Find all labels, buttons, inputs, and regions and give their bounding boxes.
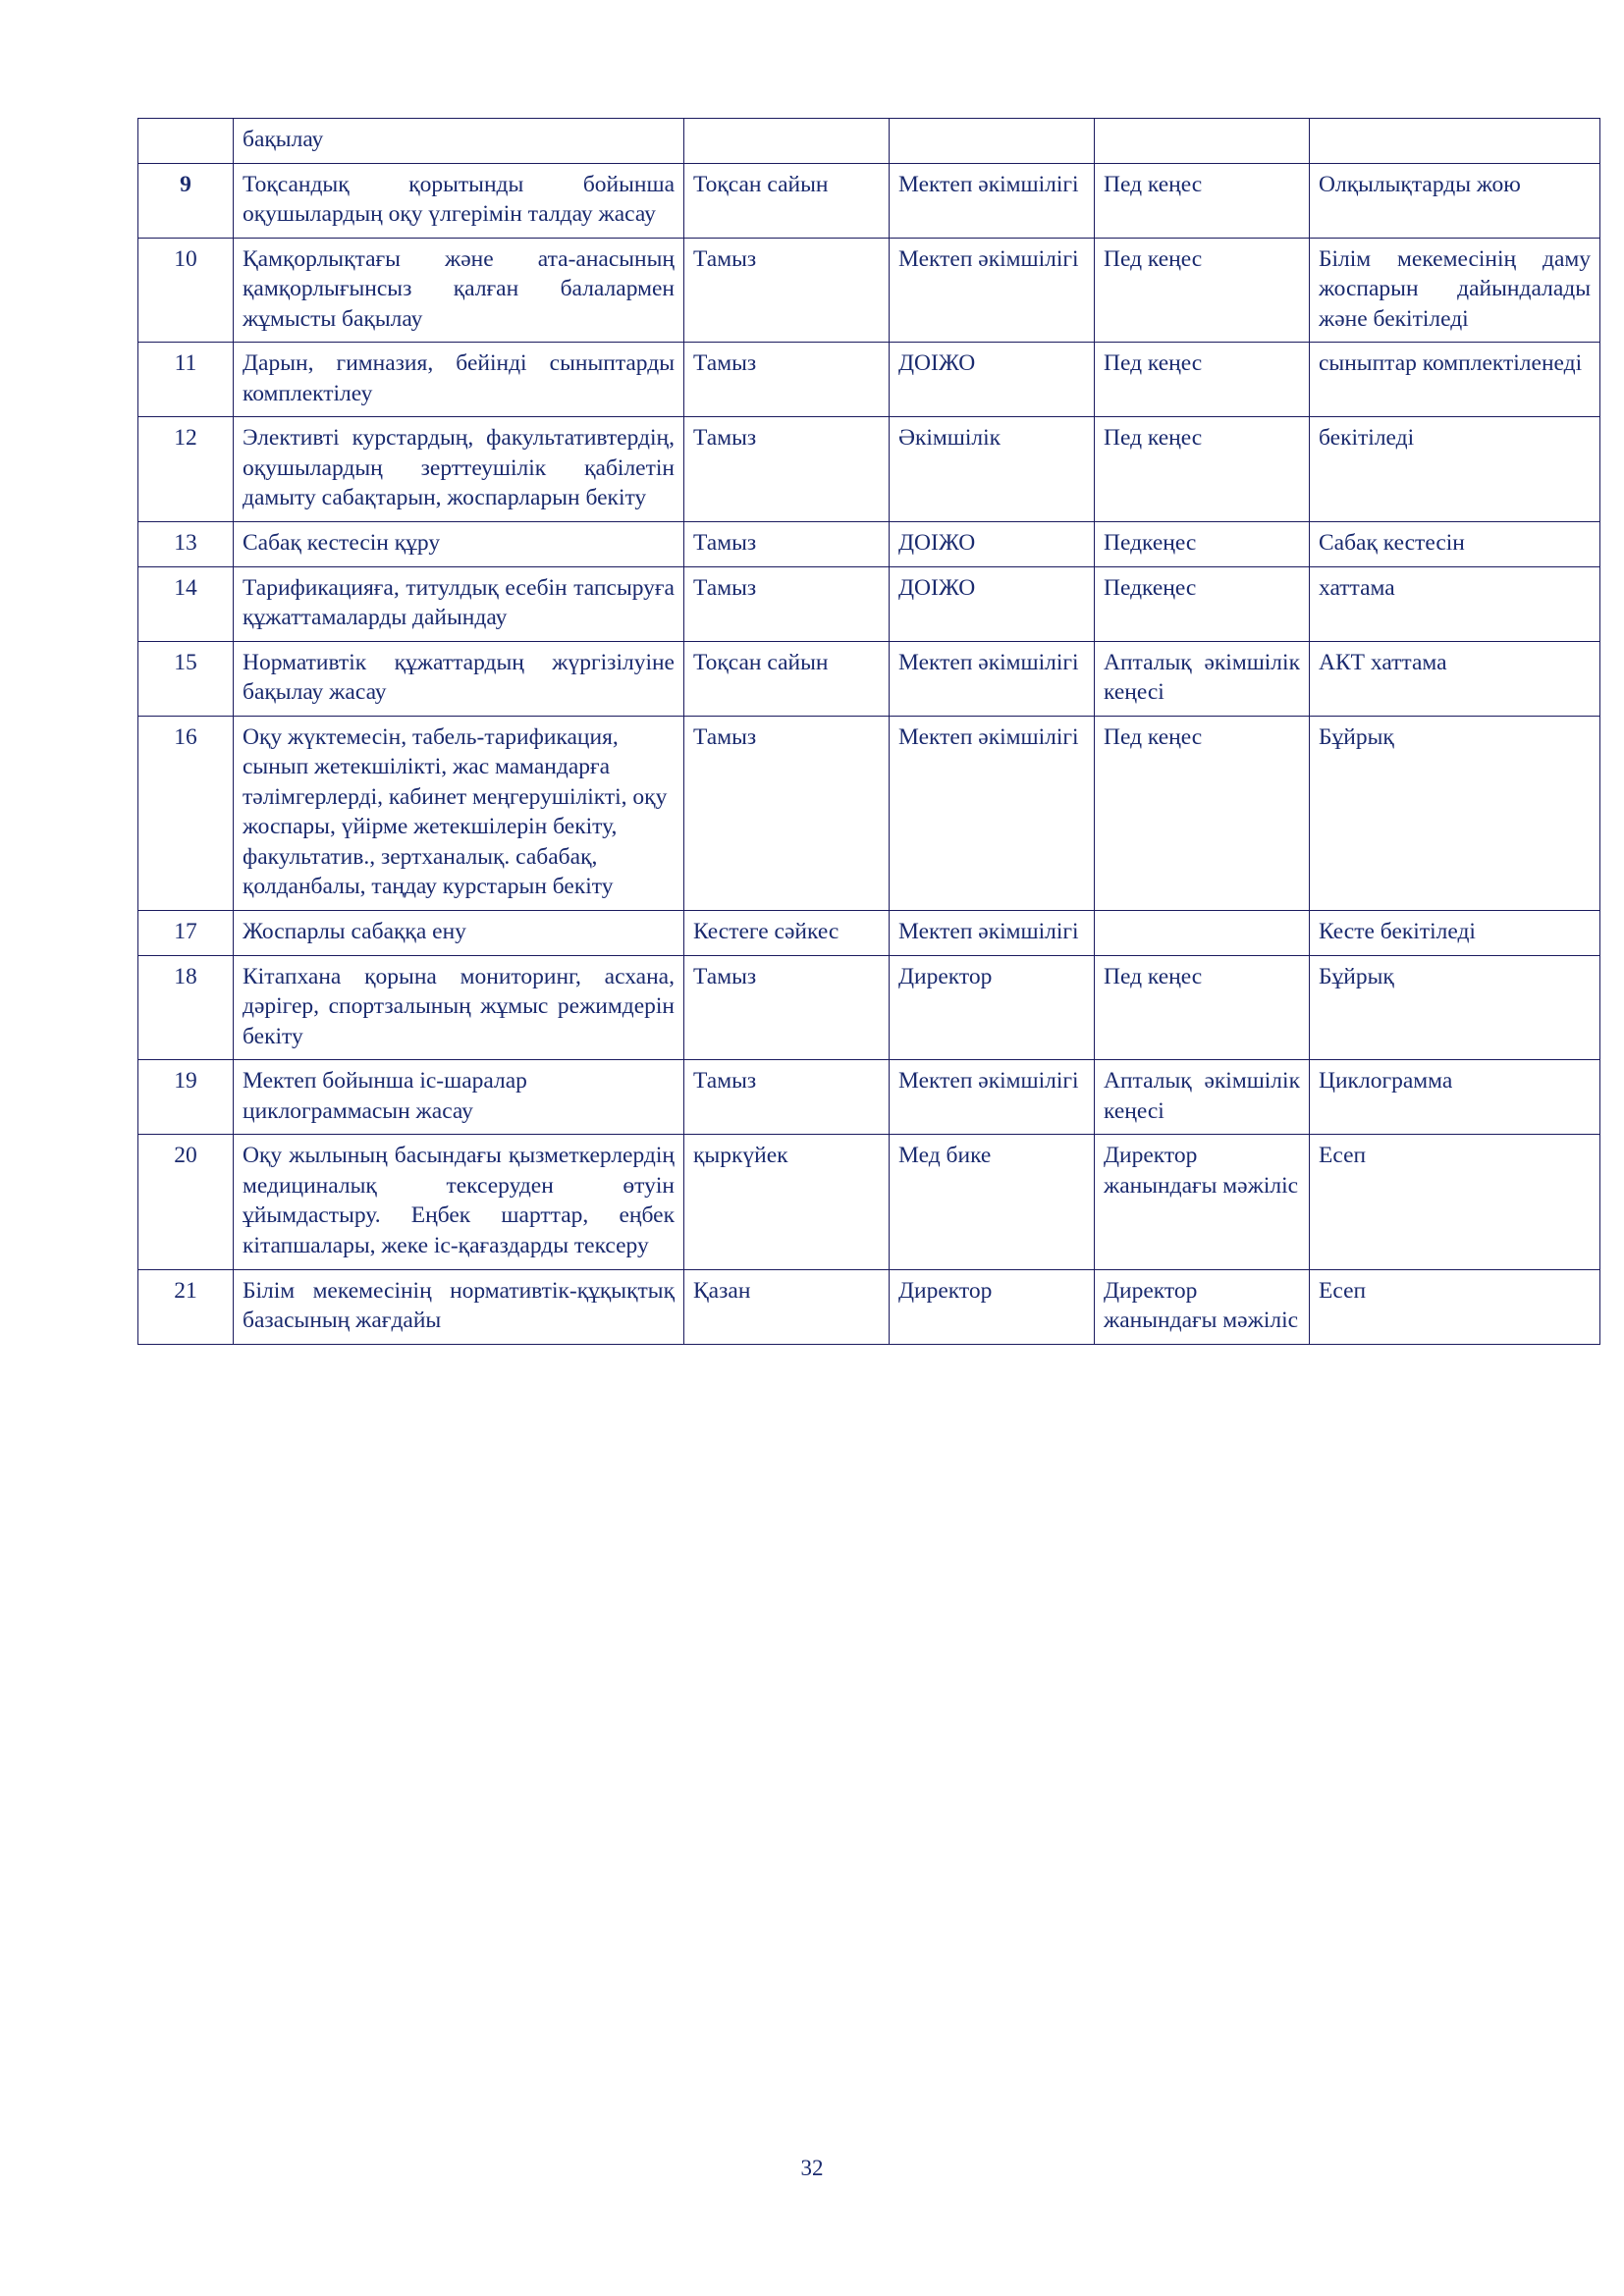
output-cell: Циклограмма	[1310, 1060, 1600, 1135]
output-cell: Кесте бекітіледі	[1310, 911, 1600, 956]
time-cell: Тамыз	[684, 955, 890, 1060]
venue-cell	[1095, 911, 1310, 956]
row-number-cell: 12	[138, 417, 234, 522]
table-container	[137, 118, 1591, 1345]
task-cell: бақылау	[234, 119, 684, 164]
task-cell: Тарификацияға, титулдық есебін тапсыруға құжаттамаларды дайындау	[234, 566, 684, 641]
output-cell: Бұйрық	[1310, 716, 1600, 910]
task-cell: Жоспарлы сабаққа ену	[234, 911, 684, 956]
venue-cell: Апталық әкімшілік кеңесі	[1095, 641, 1310, 716]
venue-cell: Пед кеңес	[1095, 238, 1310, 343]
output-cell: Бұйрық	[1310, 955, 1600, 1060]
responsible-cell: ДОІЖО	[890, 566, 1095, 641]
time-cell: Тамыз	[684, 1060, 890, 1135]
row-number-cell: 13	[138, 522, 234, 567]
task-cell: Кітапхана қорына мониторинг, асхана, дәрігер, спортзалының жұмыс режимдерін бекіту	[234, 955, 684, 1060]
responsible-cell: Әкімшілік	[890, 417, 1095, 522]
time-cell: Тамыз	[684, 522, 890, 567]
output-cell: Білім мекемесінің даму жоспарын дайындалады және бекітіледі	[1310, 238, 1600, 343]
time-cell: Тамыз	[684, 238, 890, 343]
task-cell: Элективті курстардың, факультативтердің, оқушылардың зерттеушілік қабілетін дамыту сабақтарын, жоспарларын бекіту	[234, 417, 684, 522]
venue-cell: Пед кеңес	[1095, 163, 1310, 238]
table-row	[138, 716, 1600, 910]
venue-cell	[1095, 119, 1310, 164]
task-cell: Тоқсандық қорытынды бойынша оқушылардың оқу үлгерімін талдау жасау	[234, 163, 684, 238]
row-number-cell: 14	[138, 566, 234, 641]
table-row	[138, 641, 1600, 716]
task-cell: Нормативтік құжаттардың жүргізілуіне бақылау жасау	[234, 641, 684, 716]
table-body	[138, 119, 1600, 1345]
task-cell: Мектеп бойынша іс-шаралар циклограммасын жасау	[234, 1060, 684, 1135]
table-row	[138, 417, 1600, 522]
venue-cell: Директор жанындағы мәжіліс	[1095, 1269, 1310, 1344]
output-cell: Есеп	[1310, 1135, 1600, 1269]
task-cell: Білім мекемесінің нормативтік-құқықтық базасының жағдайы	[234, 1269, 684, 1344]
output-cell: АКТ хаттама	[1310, 641, 1600, 716]
output-cell: бекітіледі	[1310, 417, 1600, 522]
output-cell: Сабақ кестесін	[1310, 522, 1600, 567]
responsible-cell: Мектеп әкімшілігі	[890, 641, 1095, 716]
venue-cell: Директор жанындағы мәжіліс	[1095, 1135, 1310, 1269]
time-cell: Тоқсан сайын	[684, 641, 890, 716]
row-number-cell: 18	[138, 955, 234, 1060]
time-cell	[684, 119, 890, 164]
table-row	[138, 566, 1600, 641]
row-number-cell: 19	[138, 1060, 234, 1135]
task-cell: Дарын, гимназия, бейінді сыныптарды комплектілеу	[234, 343, 684, 417]
task-cell: Оқу жылының басындағы қызметкерлердің медициналық тексеруден өтуін ұйымдастыру. Еңбек шарттар, еңбек кітапшалары, жеке іс-қағаздарды тексеру	[234, 1135, 684, 1269]
time-cell: Кестеге сәйкес	[684, 911, 890, 956]
task-cell: Қамқорлықтағы және ата-анасының қамқорлығынсыз қалған балалармен жұмысты бақылау	[234, 238, 684, 343]
time-cell: қыркүйек	[684, 1135, 890, 1269]
row-number-cell: 15	[138, 641, 234, 716]
row-number-cell: 21	[138, 1269, 234, 1344]
time-cell: Тамыз	[684, 716, 890, 910]
table-row	[138, 1060, 1600, 1135]
responsible-cell: Мектеп әкімшілігі	[890, 911, 1095, 956]
output-cell	[1310, 119, 1600, 164]
time-cell: Тамыз	[684, 417, 890, 522]
output-cell: хаттама	[1310, 566, 1600, 641]
work-plan-table	[137, 118, 1600, 1345]
table-row	[138, 238, 1600, 343]
row-number-cell	[138, 119, 234, 164]
row-number-cell: 11	[138, 343, 234, 417]
time-cell: Тамыз	[684, 566, 890, 641]
row-number-cell: 20	[138, 1135, 234, 1269]
table-row	[138, 522, 1600, 567]
venue-cell: Пед кеңес	[1095, 343, 1310, 417]
table-row	[138, 911, 1600, 956]
responsible-cell: Мектеп әкімшілігі	[890, 163, 1095, 238]
table-row	[138, 1269, 1600, 1344]
responsible-cell: Мектеп әкімшілігі	[890, 716, 1095, 910]
table-row	[138, 119, 1600, 164]
table-row	[138, 163, 1600, 238]
time-cell: Қазан	[684, 1269, 890, 1344]
venue-cell: Педкеңес	[1095, 566, 1310, 641]
table-row	[138, 1135, 1600, 1269]
responsible-cell: Мектеп әкімшілігі	[890, 1060, 1095, 1135]
venue-cell: Пед кеңес	[1095, 955, 1310, 1060]
row-number-cell: 17	[138, 911, 234, 956]
row-number-cell: 16	[138, 716, 234, 910]
output-cell: Олқылықтарды жою	[1310, 163, 1600, 238]
responsible-cell: Мектеп әкімшілігі	[890, 238, 1095, 343]
table-row	[138, 343, 1600, 417]
task-cell: Оқу жүктемесін, табель-тарификация, сынып жетекшілікті, жас мамандарға тәлімгерлерді, кабинет меңгерушілікті, оқу жоспары, үйірме жетекшілерін бекіту, факультатив., зертханалық. сабабақ, қолданбалы, таңдау курстарын бекіту	[234, 716, 684, 910]
responsible-cell	[890, 119, 1095, 164]
responsible-cell: Директор	[890, 955, 1095, 1060]
page-number: 32	[800, 2156, 824, 2180]
venue-cell: Пед кеңес	[1095, 716, 1310, 910]
responsible-cell: Директор	[890, 1269, 1095, 1344]
time-cell: Тамыз	[684, 343, 890, 417]
output-cell: сыныптар комплектіленеді	[1310, 343, 1600, 417]
responsible-cell: ДОІЖО	[890, 522, 1095, 567]
responsible-cell: ДОІЖО	[890, 343, 1095, 417]
venue-cell: Пед кеңес	[1095, 417, 1310, 522]
venue-cell: Педкеңес	[1095, 522, 1310, 567]
table-row	[138, 955, 1600, 1060]
venue-cell: Апталық әкімшілік кеңесі	[1095, 1060, 1310, 1135]
time-cell: Тоқсан сайын	[684, 163, 890, 238]
task-cell: Сабақ кестесін құру	[234, 522, 684, 567]
responsible-cell: Мед бике	[890, 1135, 1095, 1269]
row-number-cell: 10	[138, 238, 234, 343]
output-cell: Есеп	[1310, 1269, 1600, 1344]
row-number-cell: 9	[138, 163, 234, 238]
